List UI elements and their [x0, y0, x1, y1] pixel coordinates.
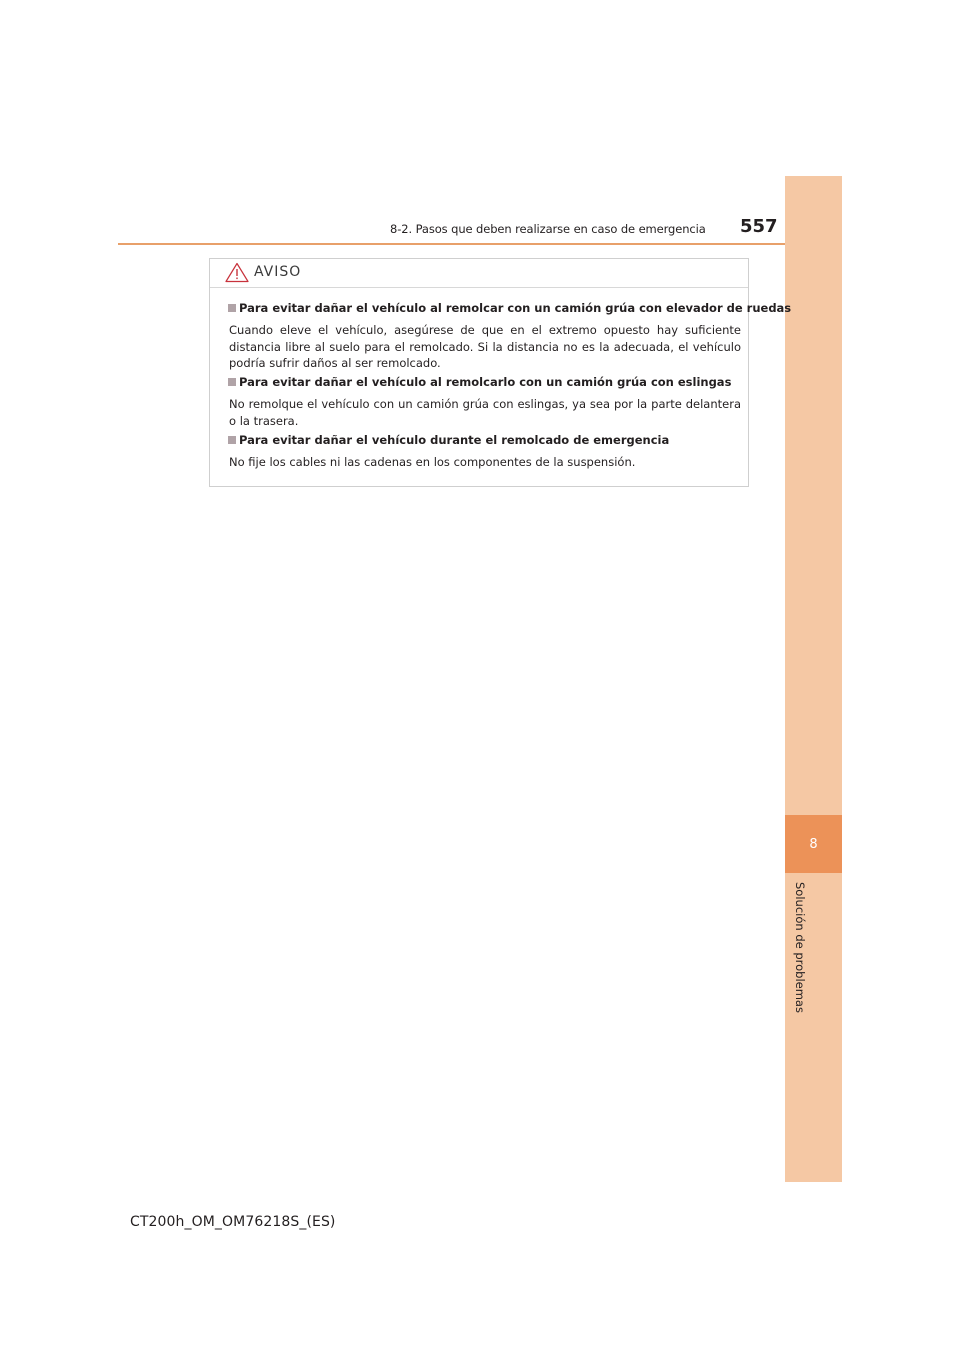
warning-triangle-icon [225, 262, 249, 283]
square-bullet-icon [228, 304, 236, 312]
warning-item-heading: Para evitar dañar el vehículo al remolcarlo con un camión grúa con eslingas [228, 375, 731, 389]
warning-item-body: No remolque el vehículo con un camión grúa con eslingas, ya sea por la parte delantera o la trasera. [229, 397, 741, 428]
square-bullet-icon [228, 378, 236, 386]
warning-header [210, 259, 748, 288]
chapter-number-tab[interactable] [785, 815, 842, 873]
warning-title: AVISO [254, 264, 302, 280]
document-code: CT200h_OM_OM76218S_(ES) [130, 1214, 336, 1230]
chapter-side-band [785, 176, 842, 1182]
square-bullet-icon [228, 436, 236, 444]
warning-item-body: Cuando eleve el vehículo, asegúrese de que en el extremo opuesto hay suficiente distancia libre al suelo para el remolcado. Si la distancia no es la adecuada, el vehículo podría sufrir daños al ser remolcado. [229, 323, 741, 370]
warning-item-heading: Para evitar dañar el vehículo durante el remolcado de emergencia [228, 433, 669, 447]
header-rule [118, 243, 842, 245]
warning-item-heading: Para evitar dañar el vehículo al remolcar con un camión grúa con elevador de ruedas [228, 301, 791, 315]
page-number: 557 [740, 216, 778, 237]
warning-box [209, 258, 792, 487]
chapter-title: Solución de problemas [793, 882, 807, 1013]
header-section-title: 8-2. Pasos que deben realizarse en caso de emergencia [390, 222, 706, 236]
chapter-number: 8 [809, 836, 818, 852]
warning-item-body: No fije los cables ni las cadenas en los componentes de la suspensión. [229, 455, 636, 469]
